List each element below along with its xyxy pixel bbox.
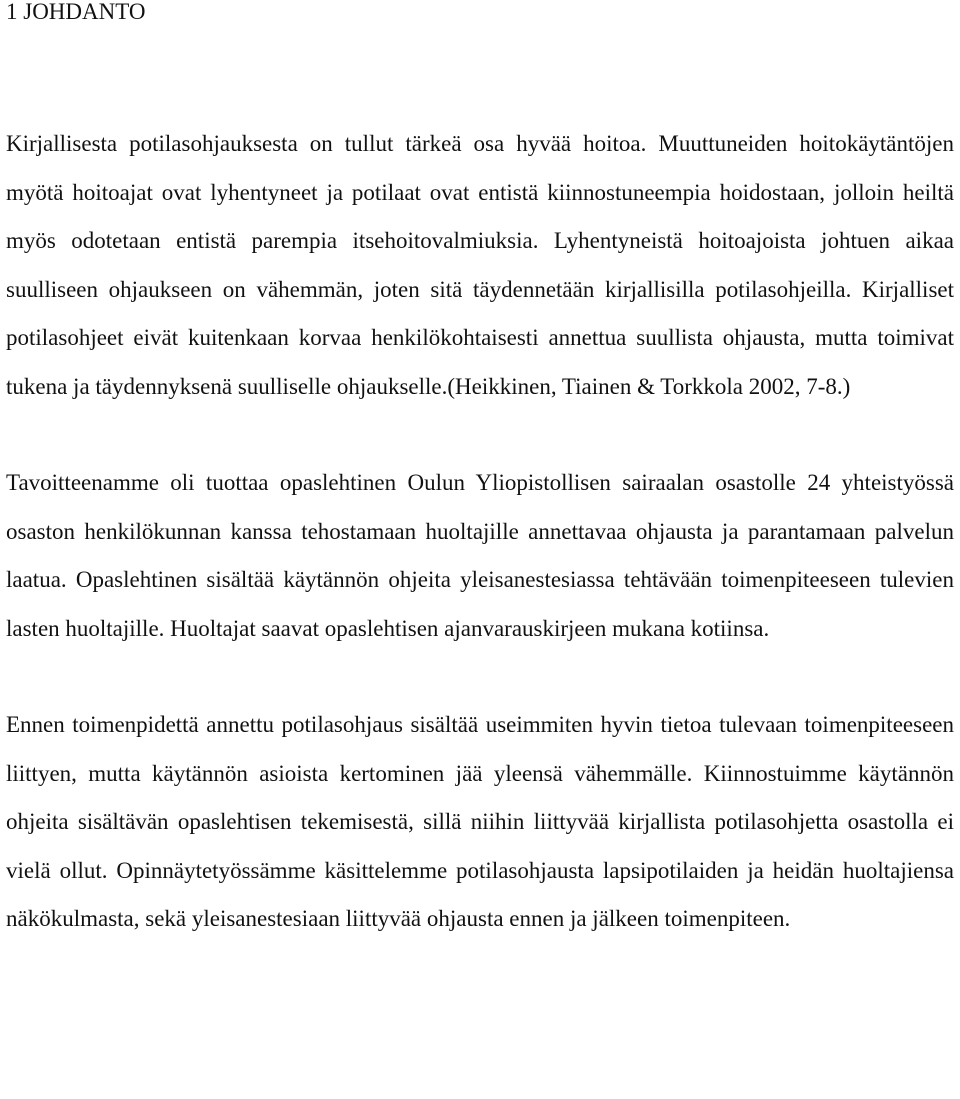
- paragraph-goal: Tavoitteenamme oli tuottaa opaslehtinen Oulun Yliopistollisen sairaalan osastolle 24 yhteistyössä osaston henkilökunnan kanssa tehostamaan huoltajille annettavaa ohjausta ja parantamaan palvelun laatua. Opaslehtinen sisältää käytännön ohjeita yleisanestesiassa tehtävään toimenpiteeseen tulevien lasten huoltajille. Huoltajat saavat opaslehtisen ajanvarauskirjeen mukana kotiinsa.: [6, 470, 954, 641]
- paragraph-intro: Kirjallisesta potilasohjauksesta on tullut tärkeä osa hyvää hoitoa. Muuttuneiden hoitokäytäntöjen myötä hoitoajat ovat lyhentyneet ja potilaat ovat entistä kiinnostuneempia hoidostaan, jolloin heiltä myös odotetaan entistä parempia itsehoitovalmiuksia. Lyhentyneistä hoitoajoista johtuen aikaa suulliseen ohjaukseen on vähemmän, joten sitä täydennetään kirjallisilla potilasohjeilla. Kirjalliset potilasohjeet eivät kuitenkaan korvaa henkilökohtaisesti annettua suullista ohjausta, mutta toimivat tukena ja täydennyksenä suulliselle ohjaukselle.(Heikkinen, Tiainen & Torkkola 2002, 7-8.): [6, 131, 954, 399]
- paragraph-motivation: Ennen toimenpidettä annettu potilasohjaus sisältää useimmiten hyvin tietoa tulevaan toimenpiteeseen liittyen, mutta käytännön asioista kertominen jää yleensä vähemmälle. Kiinnostuimme käytännön ohjeita sisältävän opaslehtisen tekemisestä, sillä niihin liittyvää kirjallista potilasohjetta osastolla ei vielä ollut. Opinnäytetyössämme käsittelemme potilasohjausta lapsipotilaiden ja heidän huoltajiensa näkökulmasta, sekä yleisanestesiaan liittyvää ohjausta ennen ja jälkeen toimenpiteen.: [6, 712, 954, 931]
- chapter-heading: 1 JOHDANTO: [6, 0, 146, 24]
- document-page: [6, 0, 954, 944]
